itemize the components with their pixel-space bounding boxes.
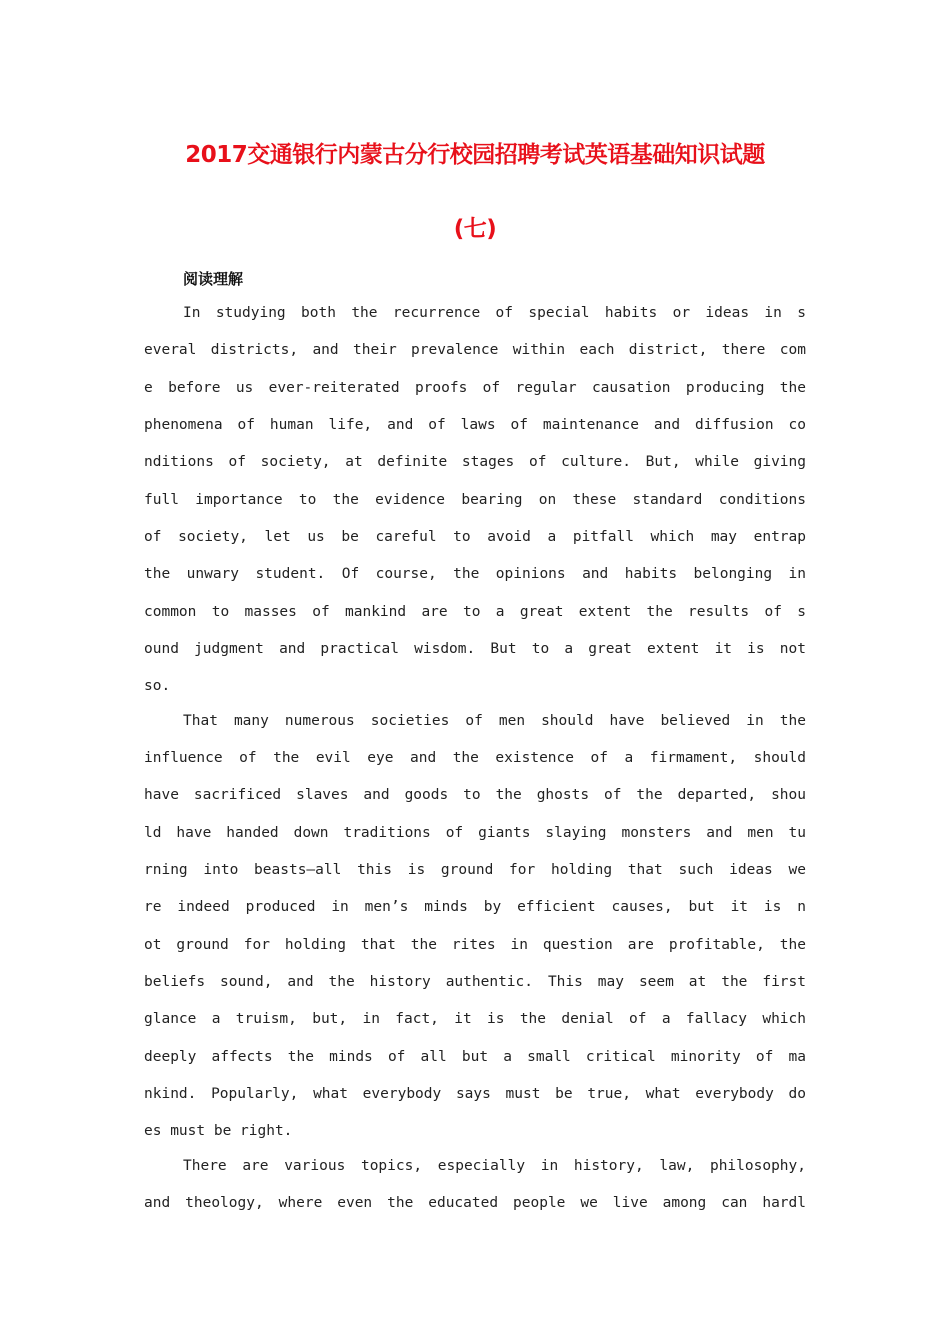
text-line: glance a truism, but, in fact, it is the denial of a fallacy which (144, 1011, 806, 1027)
text-line: ound judgment and practical wisdom. But to a great extent it is not (144, 641, 806, 657)
text-line: and theology, where even the educated people we live among can hardl (144, 1195, 806, 1211)
document-title: 2017交通银行内蒙古分行校园招聘考试英语基础知识试题 (185, 142, 765, 168)
text-line: common to masses of mankind are to a great extent the results of s (144, 604, 806, 620)
text-line: have sacrificed slaves and goods to the ghosts of the departed, shou (144, 787, 806, 803)
text-line: everal districts, and their prevalence within each district, there com (144, 342, 806, 358)
text-line: rning into beasts—all this is ground for holding that such ideas we (144, 862, 806, 878)
text-line: In studying both the recurrence of special habits or ideas in s (183, 305, 806, 321)
text-line: full importance to the evidence bearing on these standard conditions (144, 492, 806, 508)
text-line: es must be right. (144, 1123, 293, 1139)
text-line: There are various topics, especially in history, law, philosophy, (183, 1158, 806, 1174)
text-line: nditions of society, at definite stages of culture. But, while giving (144, 454, 806, 470)
text-line: ld have handed down traditions of giants slaying monsters and men tu (144, 825, 806, 841)
text-line: influence of the evil eye and the existence of a firmament, should (144, 750, 806, 766)
document-title-part: (七) (453, 216, 497, 242)
text-line: the unwary student. Of course, the opinions and habits belonging in (144, 566, 806, 582)
text-line: deeply affects the minds of all but a small critical minority of ma (144, 1049, 806, 1065)
text-line: of society, let us be careful to avoid a pitfall which may entrap (144, 529, 806, 545)
text-line: beliefs sound, and the history authentic. This may seem at the first (144, 974, 806, 990)
text-line: ot ground for holding that the rites in question are profitable, the (144, 937, 806, 953)
text-line: so. (144, 678, 171, 694)
text-line: re indeed produced in men’s minds by efficient causes, but it is n (144, 899, 806, 915)
text-line: nkind. Popularly, what everybody says must be true, what everybody do (144, 1086, 806, 1102)
section-heading: 阅读理解 (183, 270, 244, 288)
text-line: That many numerous societies of men should have believed in the (183, 713, 806, 729)
text-line: e before us ever-reiterated proofs of regular causation producing the (144, 380, 806, 396)
text-line: phenomena of human life, and of laws of maintenance and diffusion co (144, 417, 806, 433)
